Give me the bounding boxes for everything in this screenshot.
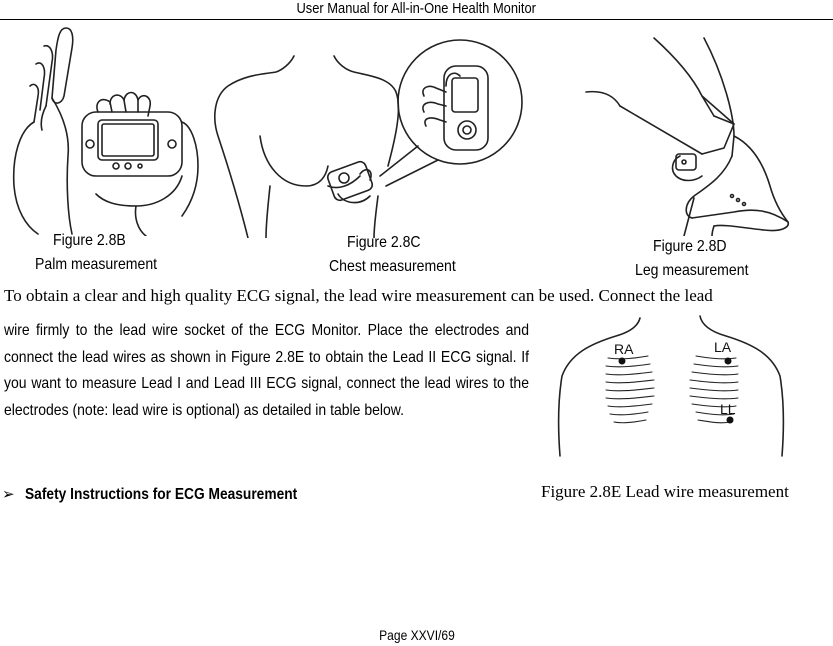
- page-number: Page XXVI/69: [378, 627, 455, 643]
- electrode-ra-label: RA: [614, 341, 634, 357]
- page-header: [0, 0, 833, 20]
- figure-2-8c-caption: Chest measurement: [329, 258, 456, 275]
- figure-2-8b-caption: Palm measurement: [35, 256, 158, 273]
- figure-2-8c-label: Figure 2.8C: [347, 234, 421, 251]
- figure-2-8e-caption: Figure 2.8E Lead wire measurement: [541, 482, 789, 501]
- arrow-bullet-icon: ➢: [2, 486, 15, 503]
- safety-heading-text: Safety Instructions for ECG Measurement: [24, 486, 297, 503]
- palm-measurement-illustration: [6, 26, 206, 236]
- intro-sentence: To obtain a clear and high quality ECG signal, the lead wire measurement can be used. Connect the lead: [4, 286, 713, 305]
- header-title: User Manual for All-in-One Health Monitor: [296, 0, 537, 17]
- lead-wire-diagram: [556, 314, 788, 458]
- electrode-ll-label: LL: [720, 401, 736, 417]
- chest-measurement-illustration: [210, 26, 550, 238]
- safety-heading: [2, 485, 341, 505]
- electrode-la-label: LA: [714, 339, 732, 355]
- figure-2-8d-caption: Leg measurement: [635, 262, 749, 279]
- page-footer: [0, 627, 833, 643]
- figure-2-8b-label: Figure 2.8B: [53, 232, 126, 249]
- body-paragraph: wire firmly to the lead wire socket of the ECG Monitor. Place the electrodes and connect the lead wires as shown in Figure 2.8E to obtain the Lead II ECG signal. If you want to measure Lead I and Lead III ECG signal, connect the lead wires to the electrodes (note: lead wire is optional) as detailed in table below.: [4, 322, 529, 419]
- figure-2-8d-label: Figure 2.8D: [653, 238, 727, 255]
- leg-measurement-illustration: [584, 36, 794, 236]
